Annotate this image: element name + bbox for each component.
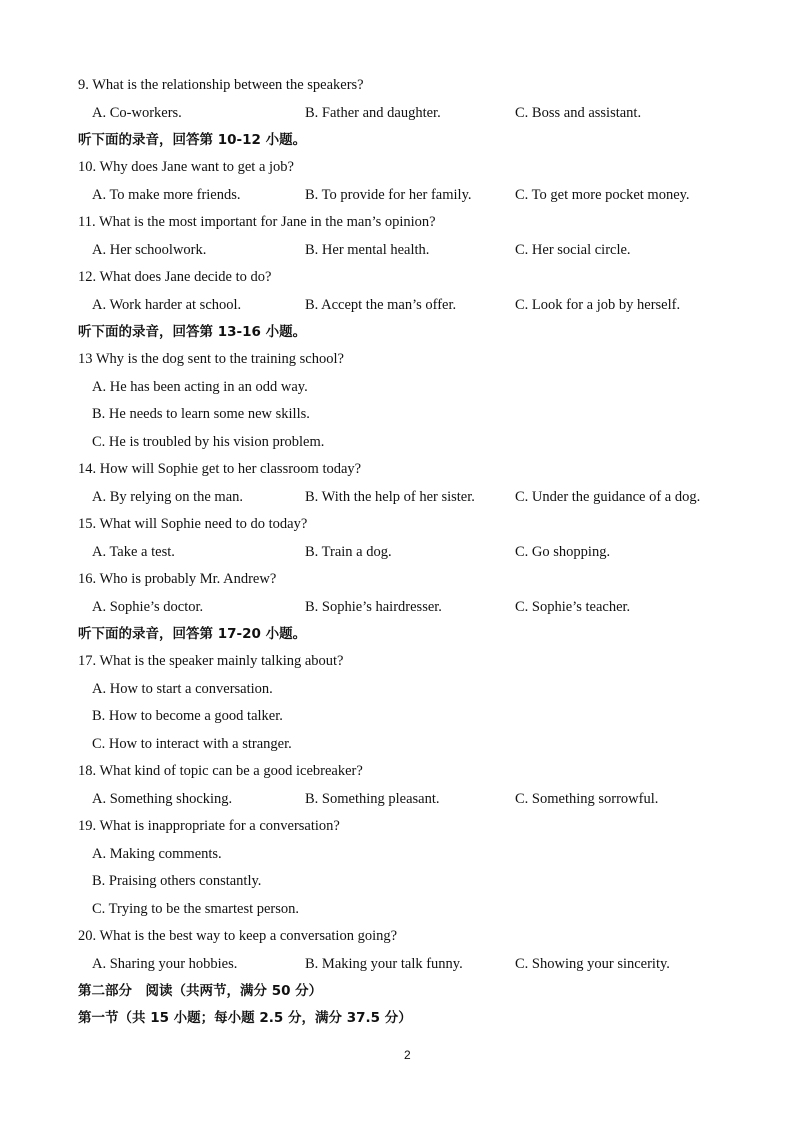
- q14-option-b: B. With the help of her sister.: [305, 489, 475, 505]
- q9-option-a: A. Co-workers.: [92, 105, 182, 121]
- q13-option-b: B. He needs to learn some new skills.: [92, 406, 310, 422]
- q19-option-c: C. Trying to be the smartest person.: [92, 901, 300, 917]
- q12-option-a: A. Work harder at school.: [92, 297, 242, 313]
- q10-option-c: C. To get more pocket money.: [515, 187, 690, 203]
- question-9: 9. What is the relationship between the speakers?: [78, 77, 364, 93]
- q11-option-c: C. Her social circle.: [515, 242, 631, 258]
- question-18: 18. What kind of topic can be a good icebreaker?: [78, 763, 363, 779]
- section-heading-13-16: 听下面的录音，回答第 13-16 小题。: [78, 324, 307, 340]
- section-heading-17-20: 听下面的录音，回答第 17-20 小题。: [78, 626, 307, 642]
- q9-option-c: C. Boss and assistant.: [515, 105, 642, 121]
- q17-option-c: C. How to interact with a stranger.: [92, 736, 292, 752]
- q13-option-a: A. He has been acting in an odd way.: [92, 379, 308, 395]
- q15-option-a: A. Take a test.: [92, 544, 175, 560]
- question-15: 15. What will Sophie need to do today?: [78, 516, 308, 532]
- q17-option-a: A. How to start a conversation.: [92, 681, 273, 697]
- section-heading-10-12: 听下面的录音，回答第 10-12 小题。: [78, 132, 307, 148]
- question-12: 12. What does Jane decide to do?: [78, 269, 272, 285]
- q17-option-b: B. How to become a good talker.: [92, 708, 283, 724]
- q16-option-b: B. Sophie’s hairdresser.: [305, 599, 442, 615]
- q16-option-c: C. Sophie’s teacher.: [515, 599, 631, 615]
- question-14: 14. How will Sophie get to her classroom today?: [78, 461, 362, 477]
- q10-option-b: B. To provide for her family.: [305, 187, 472, 203]
- question-11: 11. What is the most important for Jane in the man’s opinion?: [78, 214, 436, 230]
- question-20: 20. What is the best way to keep a conversation going?: [78, 928, 398, 944]
- q14-option-a: A. By relying on the man.: [92, 489, 244, 505]
- q11-option-a: A. Her schoolwork.: [92, 242, 207, 258]
- question-13: 13 Why is the dog sent to the training school?: [78, 351, 344, 367]
- q18-option-c: C. Something sorrowful.: [515, 791, 659, 807]
- page-number: 2: [404, 1048, 411, 1062]
- part2-heading: 第二部分 阅读（共两节，满分 50 分）: [78, 983, 323, 999]
- q9-option-b: B. Father and daughter.: [305, 105, 441, 121]
- q20-option-b: B. Making your talk funny.: [305, 956, 463, 972]
- question-19: 19. What is inappropriate for a conversation?: [78, 818, 340, 834]
- q20-option-a: A. Sharing your hobbies.: [92, 956, 238, 972]
- question-17: 17. What is the speaker mainly talking about?: [78, 653, 344, 669]
- q11-option-b: B. Her mental health.: [305, 242, 430, 258]
- q10-option-a: A. To make more friends.: [92, 187, 241, 203]
- q12-option-c: C. Look for a job by herself.: [515, 297, 681, 313]
- q20-option-c: C. Showing your sincerity.: [515, 956, 670, 972]
- q14-option-c: C. Under the guidance of a dog.: [515, 489, 701, 505]
- q15-option-c: C. Go shopping.: [515, 544, 611, 560]
- q19-option-b: B. Praising others constantly.: [92, 873, 262, 889]
- part2-section1-heading: 第一节（共 15 小题；每小题 2.5 分，满分 37.5 分）: [78, 1010, 412, 1026]
- q13-option-c: C. He is troubled by his vision problem.: [92, 434, 325, 450]
- q16-option-a: A. Sophie’s doctor.: [92, 599, 204, 615]
- q15-option-b: B. Train a dog.: [305, 544, 392, 560]
- q12-option-b: B. Accept the man’s offer.: [305, 297, 457, 313]
- q19-option-a: A. Making comments.: [92, 846, 222, 862]
- q18-option-a: A. Something shocking.: [92, 791, 233, 807]
- question-10: 10. Why does Jane want to get a job?: [78, 159, 294, 175]
- q18-option-b: B. Something pleasant.: [305, 791, 440, 807]
- question-16: 16. Who is probably Mr. Andrew?: [78, 571, 277, 587]
